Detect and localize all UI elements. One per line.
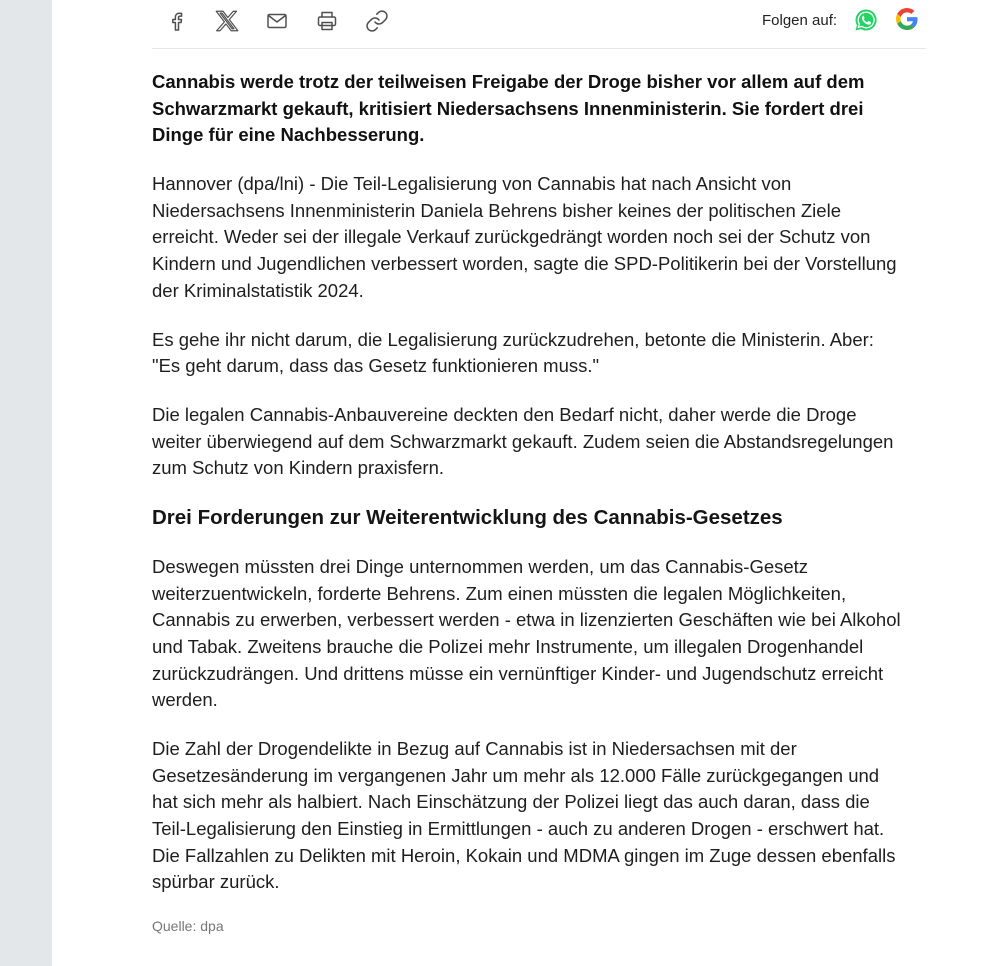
lead-paragraph	[152, 69, 926, 149]
text-line: Die legalen Cannabis-Anbauvereine deckten den Bedarf nicht, daher werde die Droge	[152, 404, 857, 426]
print-button[interactable]	[315, 9, 339, 33]
share-mail-button[interactable]	[265, 9, 289, 33]
share-bar	[152, 0, 926, 48]
google-icon[interactable]	[896, 8, 918, 30]
text-line: hat sich mehr als halbiert. Nach Einschätzung der Polizei liegt das auch daran, dass die	[152, 791, 870, 813]
text-line: der Kriminalstatistik 2024.	[152, 279, 364, 301]
text-line: Die Zahl der Drogendelikte in Bezug auf Cannabis ist in Niedersachsen mit der	[152, 738, 797, 760]
text-line: zum Schutz von Kindern praxisfern.	[152, 457, 445, 479]
text-line: Kindern und Jugendlichen verbessert worden, sagte die SPD-Politikerin bei der Vorstellung	[152, 252, 897, 274]
text-line: Gesetzesänderung im vergangenen Jahr um mehr als 12.000 Fälle zurückgegangen und	[152, 764, 880, 786]
text-line: spürbar zurück.	[152, 871, 280, 893]
google-follow-button[interactable]	[896, 8, 918, 30]
text-line: Die Fallzahlen zu Delikten mit Heroin, Kokain und MDMA gingen im Zuge dessen ebenfalls	[152, 844, 896, 866]
article-column	[152, 0, 926, 936]
text-line: Cannabis werde trotz der teilweisen Freigabe der Droge bisher vor allem auf dem	[152, 71, 865, 92]
body-paragraph-4	[152, 554, 926, 714]
text-line: und Tabak. Zweitens brauche die Polizei mehr Instrumente, um illegalen Drogenhandel	[152, 636, 864, 658]
share-facebook-button[interactable]	[165, 9, 189, 33]
text-line: erreicht. Weder sei der illegale Verkauf zurückgedrängt worden noch sei der Schutz von	[152, 226, 871, 248]
text-line: "Es geht darum, dass das Gesetz funktionieren muss."	[152, 355, 600, 377]
body-paragraph-2	[152, 327, 926, 380]
section-heading: Drei Forderungen zur Weiterentwicklung des Cannabis-Gesetzes	[152, 506, 783, 530]
source-credit: Quelle: dpa	[152, 918, 224, 935]
text-line: Schwarzmarkt gekauft, kritisiert Niedersachsens Innenministerin. Sie fordert drei	[152, 97, 864, 119]
text-line: zurückzudrängen. Und drittens müsse ein vernünftiger Kinder- und Jugendschutz erreicht	[152, 662, 884, 684]
facebook-icon[interactable]	[165, 9, 189, 33]
mail-icon[interactable]	[265, 9, 289, 33]
copy-link-button[interactable]	[365, 9, 389, 33]
text-line: Teil-Legalisierung den Einstieg in Ermittlungen - auch zu anderen Drogen - erschwert hat.	[152, 818, 885, 840]
body-paragraph-3	[152, 402, 926, 482]
follow-label: Folgen auf:	[762, 12, 838, 29]
whatsapp-follow-button[interactable]	[854, 8, 878, 32]
text-line: werden.	[152, 689, 218, 711]
share-bar-divider	[152, 48, 926, 49]
x-icon[interactable]	[215, 9, 239, 33]
link-icon[interactable]	[365, 9, 389, 33]
text-line: Deswegen müssten drei Dinge unternommen werden, um das Cannabis-Gesetz	[152, 556, 809, 578]
print-icon[interactable]	[315, 9, 339, 33]
share-x-button[interactable]	[215, 9, 239, 33]
text-line: Cannabis zu erwerben, verbessert werden - etwa in lizenzierten Geschäften wie bei Alkohol	[152, 609, 901, 631]
share-icons	[165, 9, 389, 33]
text-line: weiter überwiegend auf dem Schwarzmarkt gekauft. Zudem seien die Abstandsregelungen	[152, 430, 894, 452]
whatsapp-icon[interactable]	[854, 8, 878, 32]
text-line: Es gehe ihr nicht darum, die Legalisierung zurückzudrehen, betonte die Ministerin. Aber:	[152, 328, 874, 350]
text-line: Dinge für eine Nachbesserung.	[152, 124, 425, 146]
text-line: weiterzuentwickeln, forderte Behrens. Zum einen müssten die legalen Möglichkeiten,	[152, 582, 847, 604]
text-line: Hannover (dpa/lni) - Die Teil-Legalisierung von Cannabis hat nach Ansicht von	[152, 173, 792, 195]
body-paragraph-5	[152, 736, 926, 896]
page-side-gutter	[0, 0, 52, 966]
text-line: Niedersachsens Innenministerin Daniela Behrens bisher keines der politischen Ziele	[152, 199, 841, 221]
body-paragraph-1	[152, 171, 926, 304]
